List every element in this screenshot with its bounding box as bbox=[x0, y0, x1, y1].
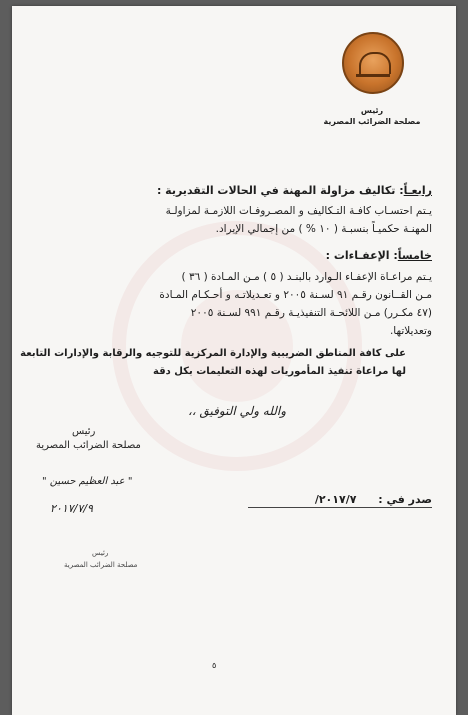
letterhead-title: رئيس bbox=[360, 106, 384, 115]
section5-label: خامساً bbox=[397, 249, 432, 262]
handwritten-signature: " عبد العظيم حسين " bbox=[42, 476, 133, 487]
stamp-title: رئيس bbox=[92, 549, 109, 557]
closing-text: والله ولي التوفيق ،، bbox=[187, 404, 286, 418]
section5-title: : الإعفـاءات : bbox=[325, 249, 398, 262]
section4-line1: يـتم احتسـاب كافـة التـكاليف و المصـروفـات اللازمـة لمزاولـة bbox=[165, 205, 432, 217]
instructions-line2: لها مراعاة تنفيذ المأموريات لهذه التعليمات بكل دقة bbox=[153, 366, 406, 377]
signature-org: مصلحة الضرائب المصرية bbox=[36, 440, 141, 451]
page-number: ٥ bbox=[212, 661, 217, 670]
section5-line3: (٤٧ مكـرر) مـن اللائحـة التنفيذيـة رقـم ٩٩١ لسـنة ٢٠٠٥ bbox=[190, 307, 432, 319]
instructions-line1: على كافة المناطق الضريبية والإدارة المركزية للتوجيه والرقابة والإدارات التابعة bbox=[20, 348, 406, 359]
section5-heading bbox=[32, 249, 432, 262]
section4-title: : تكاليف مزاولة المهنة في الحالات التقديرية : bbox=[156, 184, 404, 197]
section5-line2: مـن القــانون رقـم ٩١ لسـنة ٢٠٠٥ و تعـديلاتـه و أحـكـام المـادة bbox=[159, 289, 432, 301]
section5-line4: وتعديلاتها. bbox=[389, 325, 432, 337]
document-page bbox=[12, 6, 456, 715]
handwritten-date: ٢٠١٧/٧/٩ bbox=[50, 502, 93, 515]
issued-underline bbox=[248, 507, 432, 508]
letterhead-org: مصلحة الضرائب المصرية bbox=[323, 117, 421, 126]
section4-label: رابعـاً bbox=[403, 184, 432, 197]
signature-title: رئيس bbox=[72, 426, 96, 437]
section4-line2: المهنـة حكميـاً بنسبـة ( ١٠ % ) من إجمالي الإيراد. bbox=[215, 223, 432, 235]
issued-label: صدر في : bbox=[378, 493, 432, 506]
issued-line bbox=[315, 493, 432, 506]
section4-heading bbox=[32, 184, 432, 197]
section5-line1: يـتم مراعـاة الإعفـاء الـوارد بالبنـد ( ٥ ) مـن المـادة ( ٣٦ ) bbox=[181, 271, 432, 283]
issued-date: ٢٠١٧/٧/ bbox=[314, 493, 357, 506]
stamp-org: مصلحة الضرائب المصرية bbox=[64, 561, 138, 569]
tax-authority-emblem-icon bbox=[342, 32, 404, 94]
